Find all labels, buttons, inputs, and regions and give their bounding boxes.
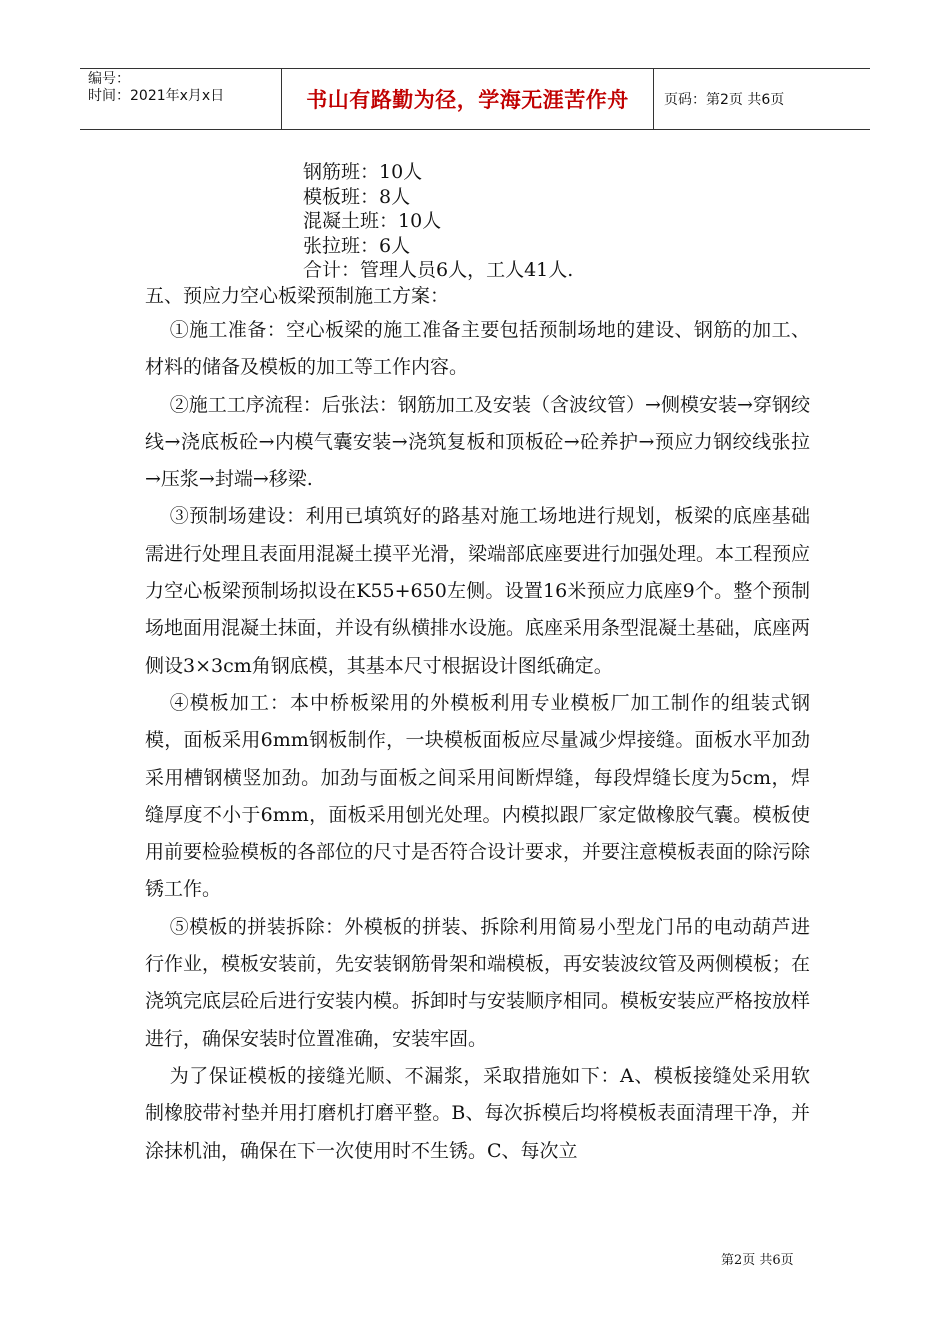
paragraph-formwork-assembly: ⑤模板的拼装拆除：外模板的拼装、拆除利用简易小型龙门吊的电动葫芦进行作业，模板安装前，先安装钢筋骨架和端模板，再安装波纹管及两侧模板；在浇筑完底层砼后进行安装内模。拆卸时与安装顺序相同。模板安装应严格按放样进行，确保安装时位置准确，安装牢固。 <box>145 915 811 1050</box>
staff-total-line: 合计：管理人员6人，工人41人. <box>303 259 574 281</box>
page-footer: 第2页 共6页 <box>721 1253 794 1268</box>
paragraph-yard-construction: ③预制场建设：利用已填筑好的路基对施工场地进行规划，板梁的底座基础需进行处理且表面用混凝土摸平光滑，梁端部底座要进行加强处理。本工程预应力空心板梁预制场拟设在K55+650左侧。设置16米预应力底座9个。整个预制场地面用混凝土抹面，并设有纵横排水设施。底座采用条型混凝土基础，底座两侧设3×3cm角钢底模，其基本尺寸根据设计图纸确定。 <box>145 505 811 677</box>
paragraph-process-flow: ②施工工序流程：后张法：钢筋加工及安装（含波纹管）→侧模安装→穿钢绞线→浇底板砼→内模气囊安装→浇筑复板和顶板砼→砼养护→预应力钢绞线张拉→压浆→封端→移梁. <box>145 393 810 491</box>
staff-line: 混凝土班：10人 <box>303 210 442 232</box>
header-time-label: 时间：2021年x月x日 <box>88 88 225 104</box>
header-page-label: 页码：第2页 共6页 <box>664 92 785 108</box>
body-text <box>145 312 810 1170</box>
staff-line: 张拉班：6人 <box>303 234 411 257</box>
header-meta <box>80 69 282 129</box>
staff-line: 模板班：8人 <box>303 185 411 208</box>
staff-line: 钢筋班：10人 <box>303 161 423 183</box>
staff-list <box>303 160 573 283</box>
paragraph-joint-measures: 为了保证模板的接缝光顺、不漏浆，采取措施如下：A、模板接缝处采用软制橡胶带衬垫并用打磨机打磨平整。B、每次拆模后均将模板表面清理干净，并涂抹机油，确保在下一次使用时不生锈。C、每次立 <box>145 1064 810 1162</box>
paragraph-formwork-fabrication: ④模板加工：本中桥板梁用的外模板利用专业模板厂加工制作的组装式钢模，面板采用6mm钢板制作，一块模板面板应尽量减少焊接缝。面板水平加劲采用槽钢横竖加劲。加劲与面板之间采用间断焊缝，每段焊缝长度为5cm，焊缝厚度不小于6mm，面板采用刨光处理。内模拟跟厂家定做橡胶气囊。模板使用前要检验模板的各部位的尺寸是否符合设计要求，并要注意模板表面的除污除锈工作。 <box>145 691 811 901</box>
page-header <box>80 68 870 130</box>
paragraph-preparation: ①施工准备：空心板梁的施工准备主要包括预制场地的建设、钢筋的加工、材料的储备及模板的加工等工作内容。 <box>145 319 810 379</box>
section-title: 五、预应力空心板梁预制施工方案： <box>145 285 450 307</box>
header-number-label: 编号： <box>88 71 130 87</box>
header-motto: 书山有路勤为径，学海无涯苦作舟 <box>282 69 654 129</box>
